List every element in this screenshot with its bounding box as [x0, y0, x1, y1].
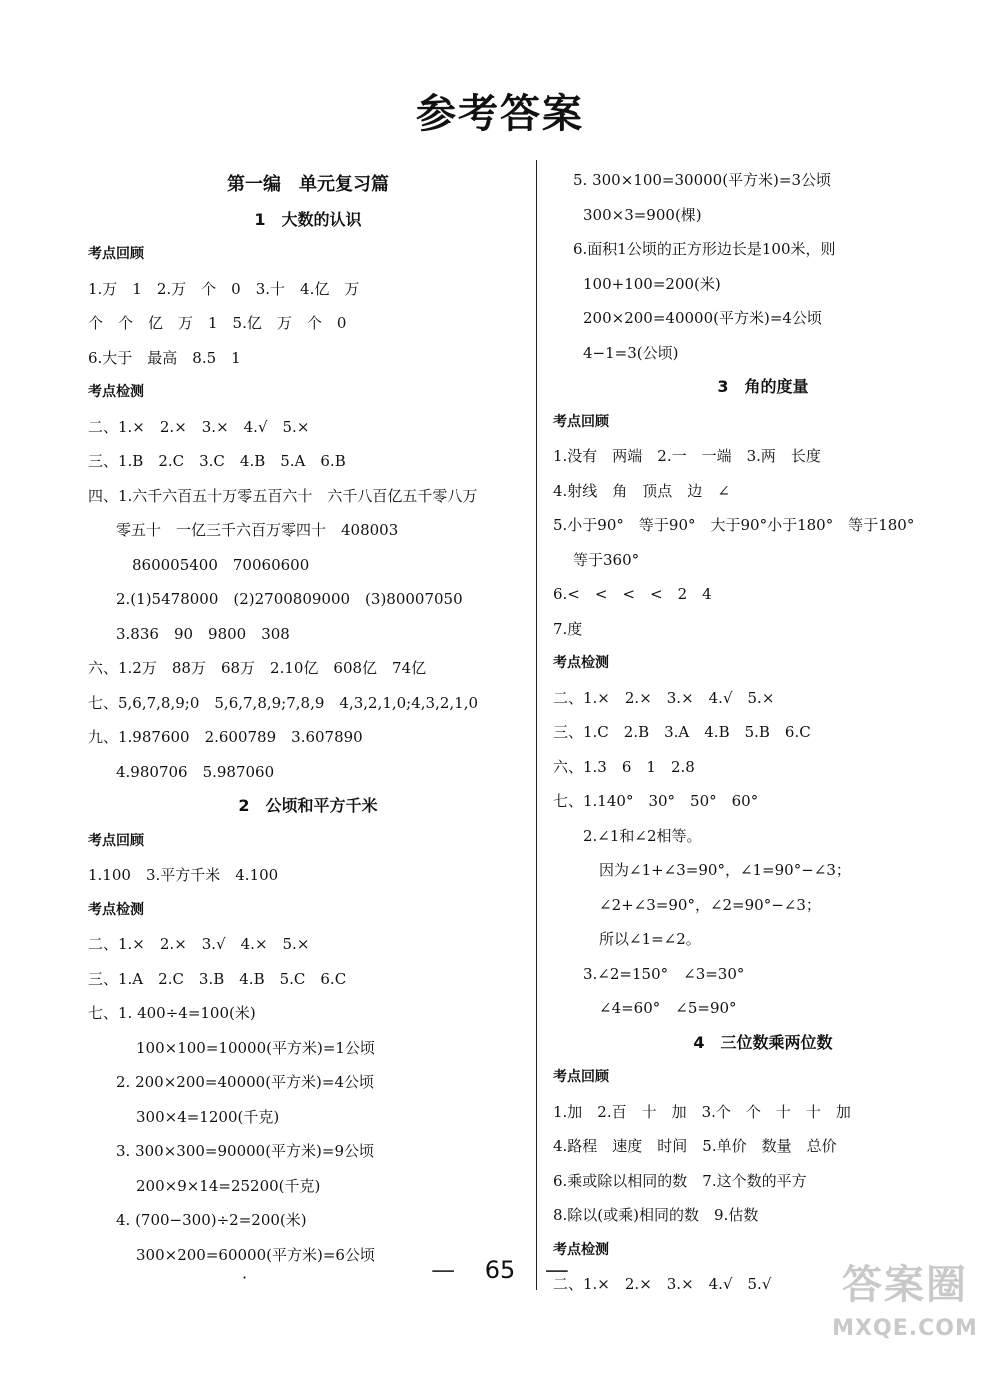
answer-line: ∠2+∠3=90°，∠2=90°−∠3；: [599, 895, 821, 914]
section-heading: 4 三位数乘两位数: [693, 1032, 833, 1052]
answer-line: 8.除以(或乘)相同的数 9.估数: [553, 1206, 759, 1224]
answer-line: 3.836 90 9800 308: [116, 624, 290, 643]
answer-line: 2. 200×200=40000(平方米)=4公顷: [116, 1073, 375, 1091]
answer-line: 六、1.3 6 1 2.8: [553, 757, 695, 776]
answer-line: 200×200=40000(平方米)=4公顷: [583, 309, 822, 327]
answer-line: 2.(1)5478000 (2)2700809000 (3)80007050: [116, 590, 463, 608]
watermark-logo-text: 答案圈: [842, 1262, 968, 1308]
answer-line: 5.小于90° 等于90° 大于90°小于180° 等于180°: [553, 516, 915, 534]
answer-line: 1.没有 两端 2.一 一端 3.两 长度: [553, 447, 821, 465]
subsection-label: 考点检测: [553, 655, 609, 671]
answer-line: 六、1.2万 88万 68万 2.10亿 608亿 74亿: [88, 659, 427, 677]
answer-line: 1.100 3.平方千米 4.100: [88, 866, 279, 884]
page-number: 65: [484, 1256, 516, 1284]
answer-line: 二、1.× 2.× 3.× 4.√ 5.×: [88, 417, 310, 436]
section-heading: 1 大数的认识: [254, 209, 362, 229]
column-divider: [536, 160, 537, 1290]
answer-line: 4.980706 5.987060: [116, 762, 275, 781]
answer-line: 200×9×14=25200(千克): [136, 1176, 321, 1195]
answer-line: 1.加 2.百 十 加 3.个 个 十 十 加: [553, 1102, 851, 1121]
answer-line: 6.< < < < 2 4: [553, 585, 712, 603]
answer-line: 2.∠1和∠2相等。: [583, 826, 702, 845]
answer-line: 二、1.× 2.× 3.√ 4.× 5.×: [88, 935, 310, 953]
answer-line: 四、1.六千六百五十万零五百六十 六千八百亿五千零八万: [88, 486, 478, 505]
subsection-label: 考点检测: [553, 1241, 609, 1258]
subsection-label: 考点回顾: [553, 1069, 609, 1085]
answer-line: 二、1.× 2.× 3.× 4.√ 5.×: [553, 688, 775, 707]
footer-dot: ·: [242, 1268, 248, 1287]
right-column: [553, 163, 973, 1302]
answer-line: 3. 300×300=90000(平方米)=9公顷: [116, 1142, 375, 1160]
answer-line: 七、5,6,7,8,9;0 5,6,7,8,9;7,8,9 4,3,2,1,0;4,3,2,1,0: [88, 693, 479, 712]
page-title: 参考答案: [416, 91, 584, 137]
subsection-label: 考点回顾: [88, 246, 144, 262]
answer-line: 等于360°: [573, 550, 640, 569]
section-heading: 3 角的度量: [717, 377, 809, 396]
left-column: [88, 168, 528, 1272]
answer-line: 4.路程 速度 时间 5.单价 数量 总价: [553, 1137, 837, 1155]
answer-line: 6.面积1公顷的正方形边长是100米，则: [573, 240, 836, 258]
subsection-label: 考点检测: [88, 384, 144, 400]
answer-line: 零五十 一亿三千六百万零四十 408003: [116, 521, 399, 539]
answer-line: 个 个 亿 万 1 5.亿 万 个 0: [88, 314, 347, 332]
answer-line: 100+100=200(米): [583, 274, 721, 293]
answer-line: 九、1.987600 2.600789 3.607890: [88, 728, 363, 746]
footer-dash-right: —: [544, 1256, 569, 1284]
answer-line: 860005400 70060600: [132, 555, 310, 574]
answer-line: 4.射线 角 顶点 边 ∠: [553, 481, 730, 500]
answer-line: 所以∠1=∠2。: [599, 930, 701, 948]
subsection-label: 考点检测: [88, 901, 144, 918]
answer-line: 三、1.A 2.C 3.B 4.B 5.C 6.C: [88, 969, 347, 988]
answer-line: ∠4=60° ∠5=90°: [599, 999, 737, 1017]
section-heading: 2 公顷和平方千米: [238, 796, 378, 815]
watermark-url: MXQE.COM: [832, 1316, 978, 1341]
subsection-label: 考点回顾: [553, 413, 609, 430]
answer-line: 300×3=900(棵): [583, 205, 702, 224]
footer-dash-left: —: [431, 1256, 456, 1284]
answer-line: 5. 300×100=30000(平方米)=3公顷: [573, 171, 832, 189]
answer-line: 七、1. 400÷4=100(米): [88, 1004, 256, 1022]
answer-line: 6.乘或除以相同的数 7.这个数的平方: [553, 1171, 807, 1190]
answer-line: 七、1.140° 30° 50° 60°: [553, 792, 759, 810]
answer-line: 三、1.B 2.C 3.C 4.B 5.A 6.B: [88, 452, 346, 470]
answer-line: 因为∠1+∠3=90°，∠1=90°−∠3；: [599, 861, 851, 879]
section-heading: 第一编 单元复习篇: [227, 174, 389, 195]
answer-line: 4. (700−300)÷2=200(米): [116, 1211, 307, 1229]
watermark-logo: [830, 1254, 980, 1364]
answer-line: 300×4=1200(千克): [136, 1107, 280, 1126]
answer-line: 二、1.× 2.× 3.× 4.√ 5.√: [553, 1275, 772, 1293]
answer-line: 300×200=60000(平方米)=6公顷: [136, 1245, 375, 1264]
answer-line: 7.度: [553, 619, 583, 638]
answer-line: 100×100=10000(平方米)=1公顷: [136, 1038, 375, 1057]
answer-line: 3.∠2=150° ∠3=30°: [583, 964, 745, 983]
answer-line: 1.万 1 2.万 个 0 3.十 4.亿 万: [88, 279, 360, 298]
answer-line: 6.大于 最高 8.5 1: [88, 348, 241, 367]
subsection-label: 考点回顾: [88, 832, 144, 849]
answer-line: 4−1=3(公顷): [583, 343, 679, 362]
answer-line: 三、1.C 2.B 3.A 4.B 5.B 6.C: [553, 723, 811, 741]
